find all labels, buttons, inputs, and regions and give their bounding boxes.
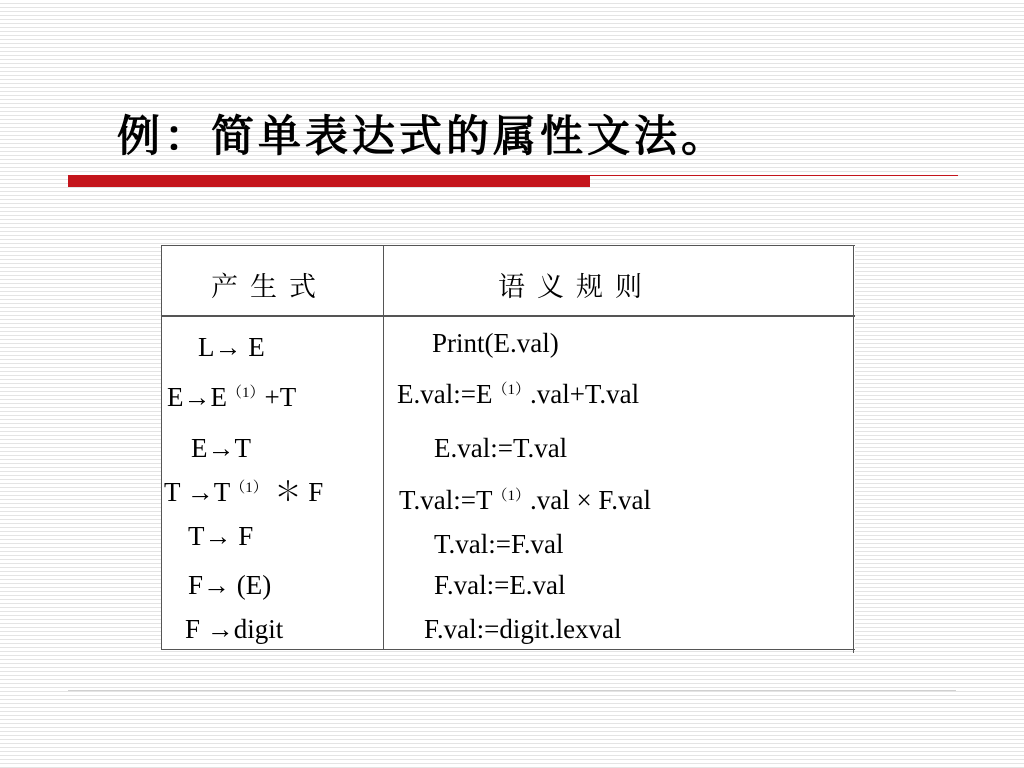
column-header-semantic-rules: 语义规则 [498, 272, 654, 303]
production-cell: F→ (E) [188, 570, 272, 600]
semantic-rule-cell: F.val:=E.val [434, 570, 566, 600]
table-border-top [161, 245, 855, 246]
production-cell: $T \to T^{(1)}$ ＊ F [164, 477, 324, 507]
table-border-bottom [161, 649, 855, 650]
semantic-rule-cell: F.val:=digit.lexval [424, 614, 622, 644]
production-cell: L→ E [198, 332, 265, 362]
superscript-index: （1） [492, 488, 530, 504]
production-cell: E→T [191, 433, 251, 463]
production-cell: $E\to E^{(1)}+T$ [167, 382, 297, 412]
semantic-rule-cell: $T.val:=T^{(1)}.val \times F.val$ [399, 485, 652, 515]
table-header-divider [161, 315, 855, 317]
semantic-rule-cell: T.val:=F.val [434, 529, 564, 559]
superscript-index: （1） [492, 382, 530, 398]
table-border-right [853, 245, 854, 653]
production-cell: F →digit [185, 614, 284, 644]
semantic-rule-cell: Print(E.val) [432, 328, 559, 358]
production-cell: T→ F [188, 521, 254, 551]
superscript-index: （1） [230, 480, 268, 496]
table-border-left [161, 245, 162, 650]
title-accent-bar [68, 175, 590, 187]
semantic-rule-cell: $E.val:=E^{(1)}.val+T.val$ [397, 379, 640, 409]
slide-title: 例：简单表达式的属性文法。 [117, 112, 728, 162]
attribute-grammar-table [161, 245, 855, 650]
column-header-production: 产生式 [211, 272, 328, 303]
table-column-divider [383, 245, 384, 650]
footer-rule [68, 690, 956, 691]
title-accent-line [590, 175, 958, 176]
semantic-rule-cell: E.val:=T.val [434, 433, 568, 463]
superscript-index: （1） [227, 385, 265, 401]
